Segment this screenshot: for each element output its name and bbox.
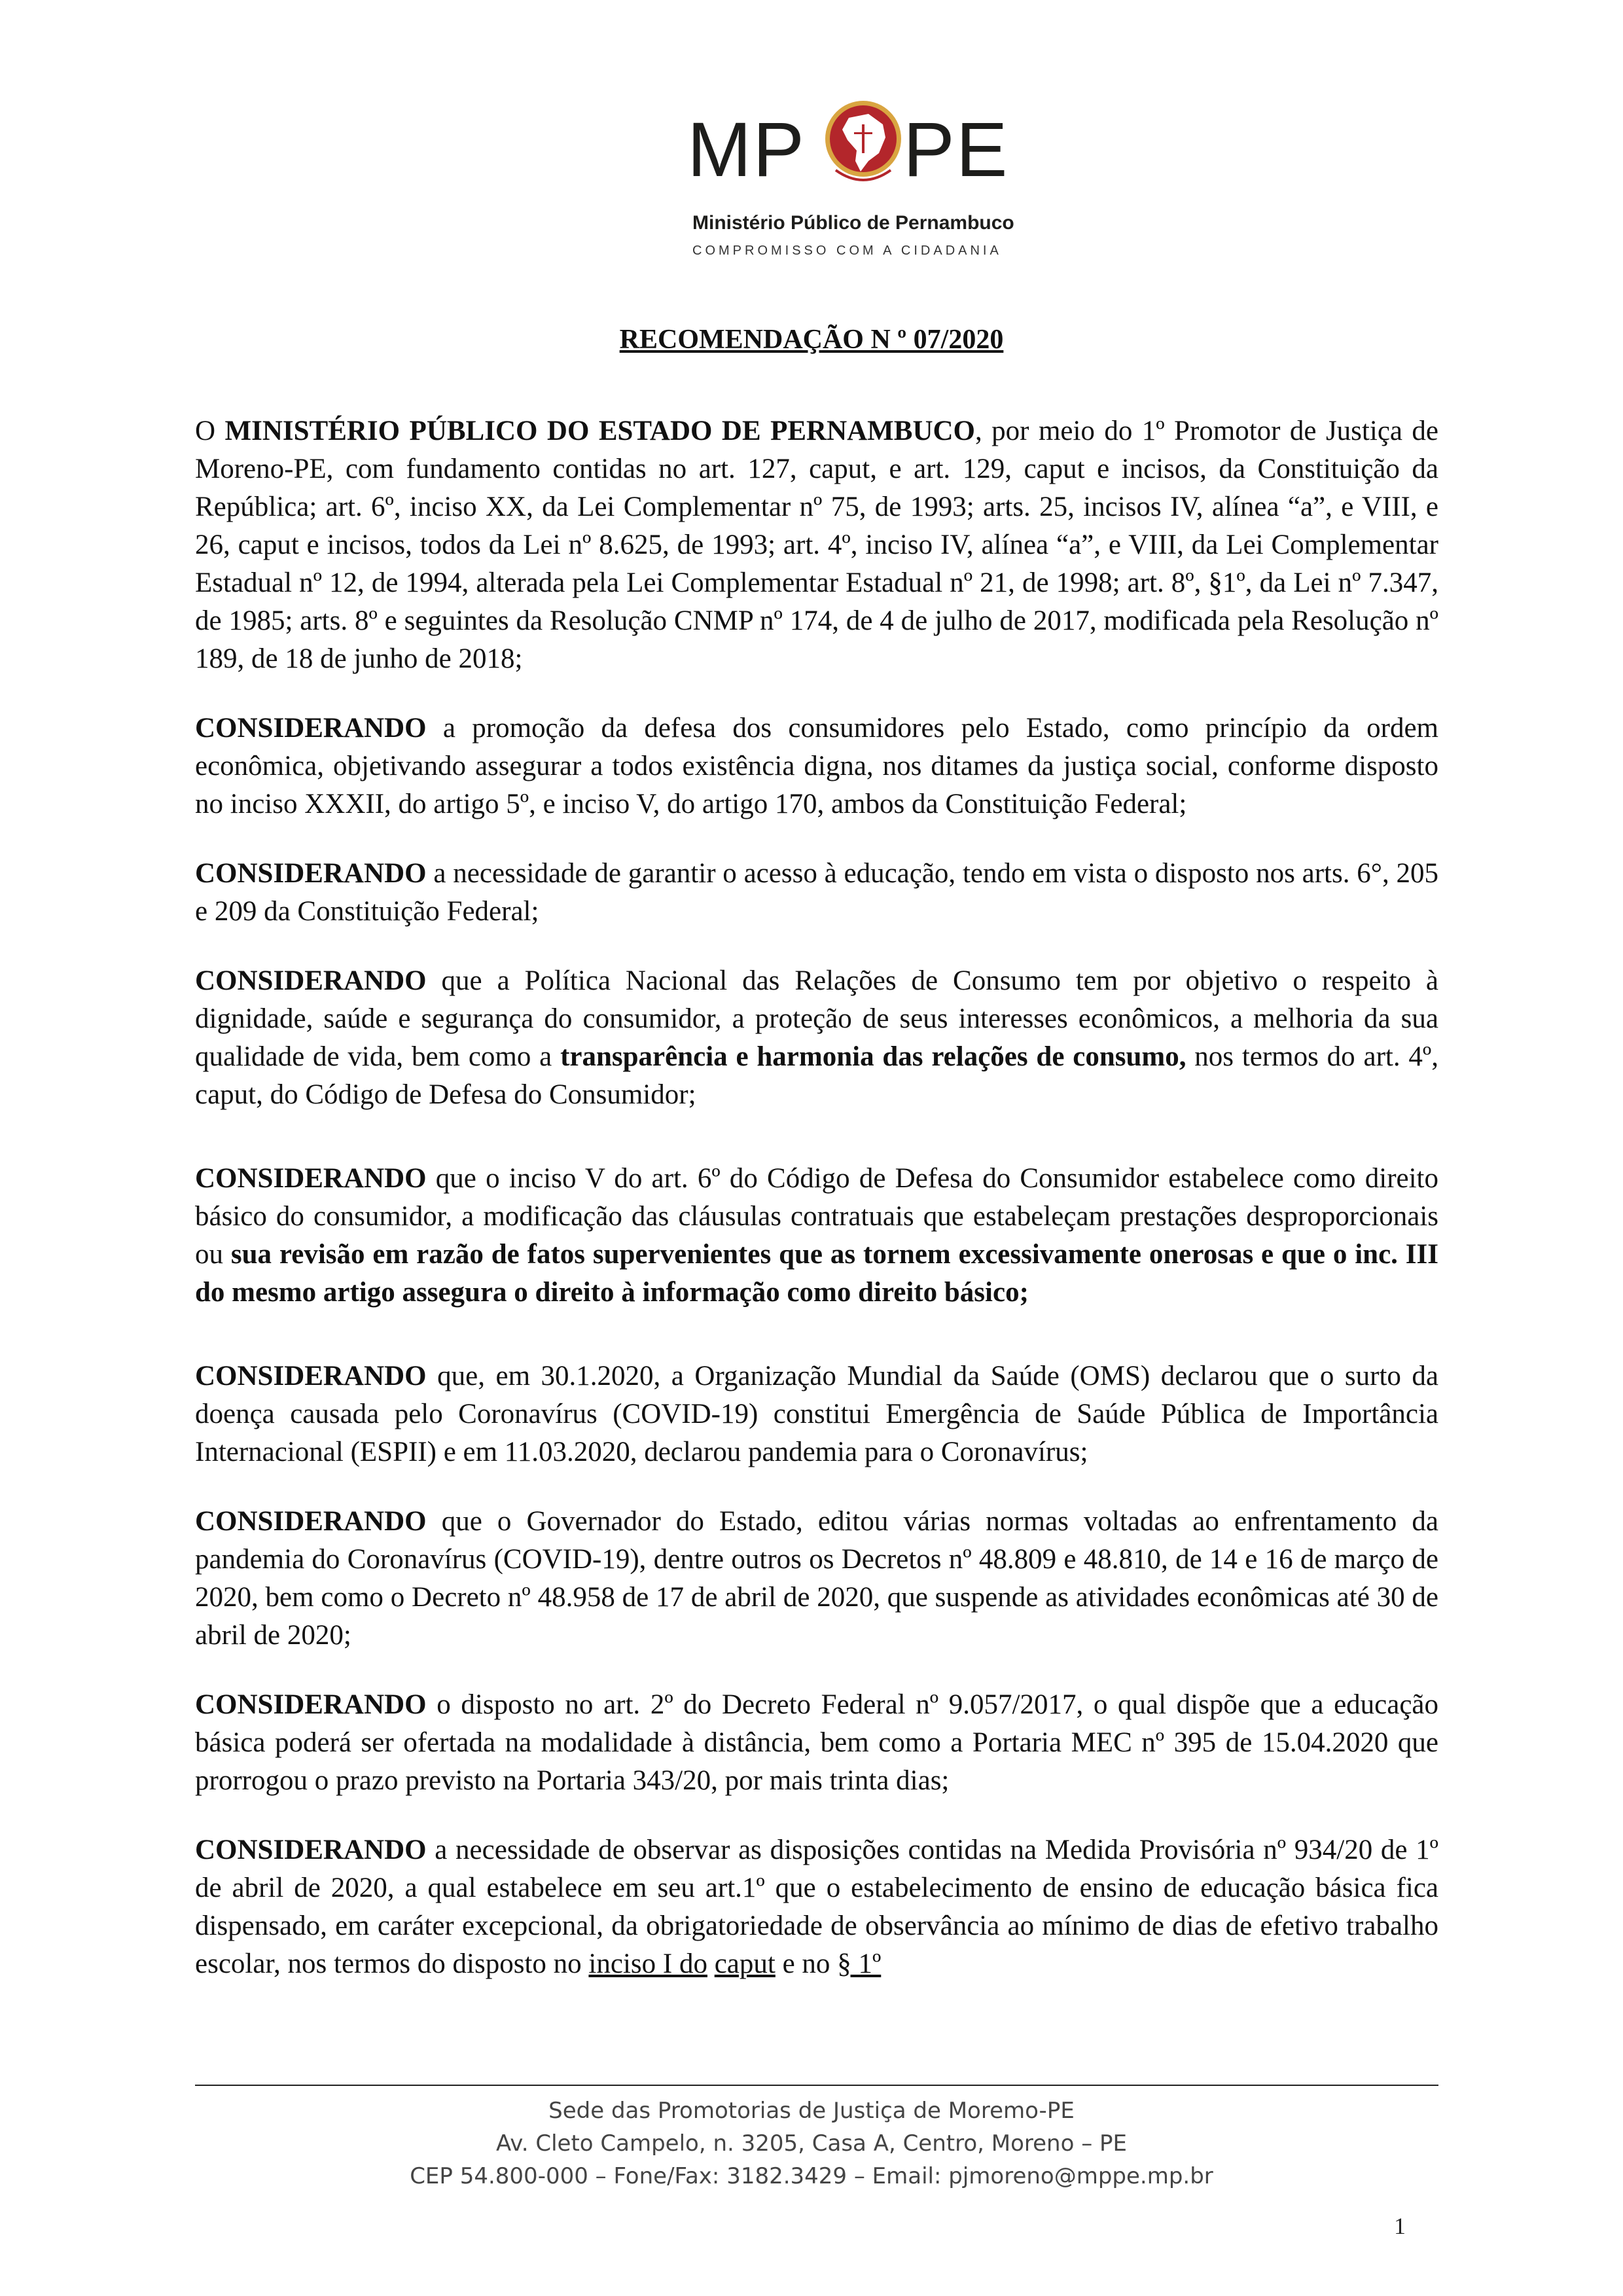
considerando-text: o disposto no art. 2º do Decreto Federal nº 9.057/2017, o qual dispõe que a educação básica poderá ser ofertada na modalidade à distância, bem como a Portaria MEC nº 395 de 15.04.2020 que prorrogou o prazo previsto na Portaria 343/20, por mais trinta dias;: [195, 1689, 1438, 1796]
considerando-paragraph-8: [195, 1831, 1438, 1983]
page-number: 1: [1394, 2213, 1406, 2239]
considerando-text: a necessidade de observar as disposições contidas na Medida Provisória nº 934/20 de 1º de abril de 2020, a qual estabelece em seu art.1º que o estabelecimento de ensino de educação básica fica dispensado, em caráter excepcional, da obrigatoriedade de observância ao mínimo de dias de efetivo trabalho escolar, nos termos do disposto no: [195, 1835, 1438, 1979]
considerando-text: que, em 30.1.2020, a Organização Mundial da Saúde (OMS) declarou que o surto da doença causada pelo Coronavírus (COVID-19) constitui Emergência de Saúde Pública de Importância Internacional (ESPII) e em 11.03.2020, declarou pandemia para o Coronavírus;: [195, 1361, 1438, 1467]
connector-text: e no: [775, 1948, 838, 1979]
considerando-paragraph-4: [195, 1160, 1438, 1312]
considerando-keyword: CONSIDERANDO: [195, 1506, 427, 1537]
underlined-ref: inciso I do: [588, 1948, 707, 1979]
brazil-emblem-icon: [823, 98, 904, 191]
considerando-bold-text: sua revisão em razão de fatos supervenientes que as tornem excessivamente onerosas e que o inc. III do mesmo artigo assegura o direito à informação como direito básico;: [195, 1239, 1439, 1308]
footer-line-1: Sede das Promotorias de Justiça de Moremo-PE: [548, 2098, 1075, 2124]
considerando-text: a promoção da defesa dos consumidores pelo Estado, como princípio da ordem econômica, objetivando assegurar a todos existência digna, nos ditames da justiça social, conforme disposto no inciso XXXII, do artigo 5º, e inciso V, do artigo 170, ambos da Constituição Federal;: [195, 713, 1438, 819]
logo-tagline: COMPROMISSO COM A CIDADANIA: [692, 243, 1002, 258]
footer-divider: [195, 2085, 1438, 2086]
footer-line-3: CEP 54.800-000 – Fone/Fax: 3182.3429 – Email: pjmoreno@mppe.mp.br: [410, 2163, 1213, 2189]
intro-prefix: O: [195, 416, 225, 446]
considerando-paragraph-3: [195, 962, 1438, 1114]
considerando-keyword: CONSIDERANDO: [195, 1689, 427, 1720]
document-title: RECOMENDAÇÃO N º 07/2020: [619, 325, 1004, 355]
considerando-text: que o inciso V do art. 6º do Código de Defesa do Consumidor estabelece como direito básico do consumidor, a modificação das cláusulas contratuais que estabeleçam prestações desproporcionais ou: [195, 1163, 1438, 1270]
considerando-text-end: nos termos do art. 4º, caput, do Código de Defesa do Consumidor;: [195, 1041, 1438, 1110]
logo-mp-text: MP: [687, 107, 806, 193]
considerando-bold-text: transparência e harmonia das relações de consumo,: [560, 1041, 1186, 1072]
considerando-keyword: CONSIDERANDO: [195, 713, 427, 744]
intro-text: , por meio do 1º Promotor de Justiça de Moreno-PE, com fundamento contidas no art. 127, caput, e art. 129, caput e incisos, da Constituição da República; art. 6º, inciso XX, da Lei Complementar nº 75, de 1993; arts. 25, incisos IV, alínea “a”, e VIII, e 26, caput e incisos, todos da Lei nº 8.625, de 1993; art. 4º, inciso IV, alínea “a”, e VIII, da Lei Complementar Estadual nº 12, de 1994, alterada pela Lei Complementar Estadual nº 21, de 1998; art. 8º, §1º, da Lei nº 7.347, de 1985; arts. 8º e seguintes da Resolução CNMP nº 174, de 4 de julho de 2017, modificada pela Resolução nº 189, de 18 de junho de 2018;: [195, 416, 1439, 674]
considerando-keyword: CONSIDERANDO: [195, 858, 427, 889]
considerando-paragraph-2: [195, 855, 1438, 931]
considerando-keyword: CONSIDERANDO: [195, 1163, 427, 1194]
considerando-text: que o Governador do Estado, editou várias normas voltadas ao enfrentamento da pandemia do Coronavírus (COVID-19), dentre outros os Decretos nº 48.809 e 48.810, de 14 e 16 de março de 2020, bem como o Decreto nº 48.958 de 17 de abril de 2020, que suspende as atividades econômicas até 30 de abril de 2020;: [195, 1506, 1438, 1651]
underlined-ref: § 1º: [837, 1948, 882, 1979]
considerando-paragraph-1: [195, 709, 1438, 823]
underlined-ref: caput: [714, 1948, 776, 1979]
footer-line-2: Av. Cleto Campelo, n. 3205, Casa A, Centro, Moreno – PE: [495, 2130, 1127, 2157]
considerando-text: que a Política Nacional das Relações de Consumo tem por objetivo o respeito à dignidade, saúde e segurança do consumidor, a proteção de seus interesses econômicos, a melhoria da sua qualidade de vida, bem como a: [195, 965, 1438, 1072]
considerando-text: a necessidade de garantir o acesso à educação, tendo em vista o disposto nos arts. 6°, 205 e 209 da Constituição Federal;: [195, 858, 1438, 927]
considerando-paragraph-5: [195, 1357, 1438, 1471]
mppe-logo: [687, 98, 1014, 268]
logo-pe-text: PE: [903, 107, 1009, 193]
org-name: MINISTÉRIO PÚBLICO DO ESTADO DE PERNAMBUCO: [224, 416, 975, 446]
considerando-paragraph-7: [195, 1686, 1438, 1800]
considerando-keyword: CONSIDERANDO: [195, 1835, 427, 1865]
spacer-text: [707, 1948, 715, 1979]
document-body: [195, 412, 1438, 2015]
intro-paragraph: [195, 412, 1438, 678]
considerando-paragraph-6: [195, 1503, 1438, 1655]
considerando-keyword: CONSIDERANDO: [195, 1361, 427, 1391]
footer: [0, 2094, 1623, 2193]
considerando-keyword: CONSIDERANDO: [195, 965, 427, 996]
logo-subtitle: Ministério Público de Pernambuco: [692, 212, 1014, 234]
